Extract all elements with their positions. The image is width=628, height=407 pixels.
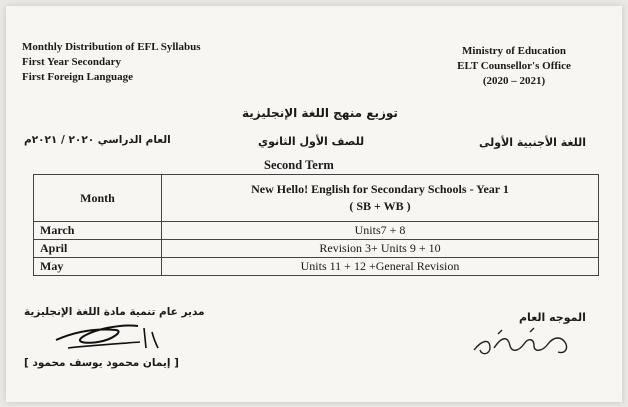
left-signature-name: [ إيمان محمود يوسف محمود ] bbox=[24, 357, 179, 369]
course-title: New Hello! English for Secondary Schools - Year 1 bbox=[251, 182, 509, 196]
course-books: ( SB + WB ) bbox=[349, 199, 411, 213]
arabic-title: توزيع منهج اللغة الإنجليزية bbox=[242, 106, 398, 120]
right-signature-mark bbox=[468, 322, 578, 362]
arabic-class: للصف الأول الثانوي bbox=[258, 135, 365, 148]
left-signature-mark bbox=[54, 318, 164, 354]
header-right bbox=[434, 44, 594, 89]
month-cell: April bbox=[34, 240, 162, 258]
header-right-line1: Ministry of Education bbox=[462, 45, 566, 57]
table-row bbox=[34, 222, 599, 240]
course-column-header bbox=[162, 175, 599, 222]
header-right-line2: ELT Counsellor's Office bbox=[457, 60, 571, 72]
header-left-line3: First Foreign Language bbox=[22, 71, 134, 83]
arabic-academic-year: العام الدراسي ٢٠٢٠ / ٢٠٢١م bbox=[24, 134, 171, 146]
content-cell: Revision 3+ Units 9 + 10 bbox=[162, 240, 599, 258]
table-header-row bbox=[34, 175, 599, 222]
month-cell: March bbox=[34, 222, 162, 240]
document-page bbox=[6, 6, 622, 402]
arabic-language: اللغة الأجنبية الأولى bbox=[479, 136, 587, 149]
left-signature-title: مدير عام تنمية مادة اللغة الإنجليزية bbox=[24, 306, 205, 318]
table-row bbox=[34, 258, 599, 276]
header-left-line1: Monthly Distribution of EFL Syllabus bbox=[22, 41, 201, 53]
right-signature-title: الموجه العام bbox=[519, 311, 586, 324]
month-column-header: Month bbox=[34, 175, 162, 222]
content-cell: Units7 + 8 bbox=[162, 222, 599, 240]
schedule-table bbox=[33, 174, 599, 276]
term-title: Second Term bbox=[264, 158, 334, 172]
header-left-line2: First Year Secondary bbox=[22, 56, 121, 68]
content-cell: Units 11 + 12 +General Revision bbox=[162, 258, 599, 276]
header-right-line3: (2020 – 2021) bbox=[482, 75, 546, 87]
month-cell: May bbox=[34, 258, 162, 276]
table-row bbox=[34, 240, 599, 258]
header-left bbox=[22, 40, 201, 85]
